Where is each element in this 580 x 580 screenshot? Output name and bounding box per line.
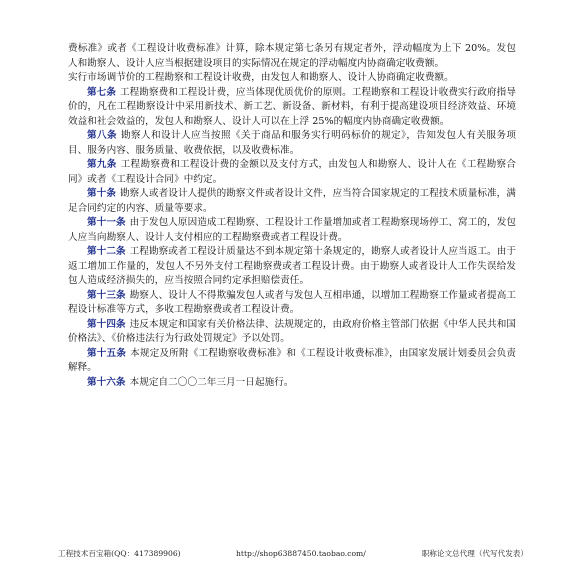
document-body [68,42,516,390]
body-paragraph [68,42,516,71]
article-paragraph [68,86,516,130]
paragraph-text: 工程勘察费和工程设计费，应当体现优质优价的原则。工程勘察和工程设计收费实行政府指导价的，凡在工程勘察设计中采用新技术、新工艺、新设备、新材料，有利于提高建设项目经济效益、环境效益和社会效益的，发包人和勘察人、设计人可以在上浮 25%的幅度内协商确定收费额。 [68,86,516,127]
article-heading: 第七条 [87,86,116,98]
page-footer [58,547,528,561]
article-paragraph [68,318,516,347]
footer-shop-url: http://shop63887450.taobao.com/ [236,549,366,558]
article-heading: 第十五条 [87,347,127,359]
article-heading: 第十条 [87,188,116,199]
body-paragraph [68,71,516,86]
paragraph-text: 本规定及所附《工程勘察收费标准》和《工程设计收费标准》，由国家发展计划委员会负责解释。 [68,347,517,373]
paragraph-text: 工程勘察或者工程设计质量达不到本规定第十条规定的，勘察人或者设计人应当返工。由于返工增加工作量的，发包人不另外支付工程勘察费或者工程设计费。由于勘察人或者设计人工作失误给发包人造成经济损失的，应当按照合同约定承担赔偿责任。 [68,246,516,286]
paragraph-text: 违反本规定和国家有关价格法律、法规规定的，由政府价格主管部门依据《中华人民共和国价格法》、《价格违法行为行政处罚规定》予以处罚。 [68,318,516,344]
paragraph-text: 勘察人、设计人不得欺骗发包人或者与发包人互相串通，以增加工程勘察工作量或者提高工程设计标准等方式，多收工程勘察费或者工程设计费。 [68,289,516,315]
article-heading: 第十四条 [87,318,126,330]
paragraph-text: 勘察人或者设计人提供的勘察文件或者设计文件，应当符合国家规定的工程技术质量标准，满足合同约定的内容、质量等要求。 [68,188,516,214]
article-paragraph [68,129,516,158]
article-paragraph [68,245,516,289]
article-paragraph [68,376,516,391]
article-heading: 第十六条 [87,376,126,388]
paragraph-text: 实行市场调节价的工程勘察和工程设计收费，由发包人和勘察人、设计人协商确定收费额。 [68,72,454,83]
article-heading: 第十三条 [87,289,126,301]
article-heading: 第八条 [87,130,118,141]
footer-contact-text: 工程技术百宝箱(QQ：417389906) [58,549,181,558]
paragraph-text: 勘察人和设计人应当按照《关于商品和服务实行明码标价的规定》，告知发包人有关服务项目、服务内容、服务质量、收费依据，以及收费标准。 [68,130,516,156]
paragraph-text: 本规定自二〇〇二年三月一日起施行。 [129,376,294,388]
paragraph-text: 工程勘察费和工程设计费的金额以及支付方式，由发包人和勘察人、设计人在《工程勘察合同》或者《工程设计合同》中约定。 [68,159,516,185]
paragraph-text: 费标准》或者《工程设计收费标准》计算，除本规定第七条另有规定者外，浮动幅度为上下 20%。发包人和勘察人、设计人应当根据建设项目的实际情况在规定的浮动幅度内协商确定收费额。 [68,43,516,69]
article-heading: 第十二条 [87,246,126,257]
article-paragraph [68,158,516,187]
article-paragraph [68,187,516,216]
article-heading: 第九条 [87,159,117,170]
article-heading: 第十一条 [87,217,126,228]
article-paragraph [68,347,516,376]
article-paragraph [68,289,516,318]
article-paragraph [68,216,516,245]
paragraph-text: 由于发包人原因造成工程勘察、工程设计工作量增加或者工程勘察现场停工、窝工的，发包人应当向勘察人、设计人支付相应的工程勘察费或者工程设计费。 [68,217,516,243]
footer-ad-text: 职称论文总代理（代写代发表） [421,549,528,558]
